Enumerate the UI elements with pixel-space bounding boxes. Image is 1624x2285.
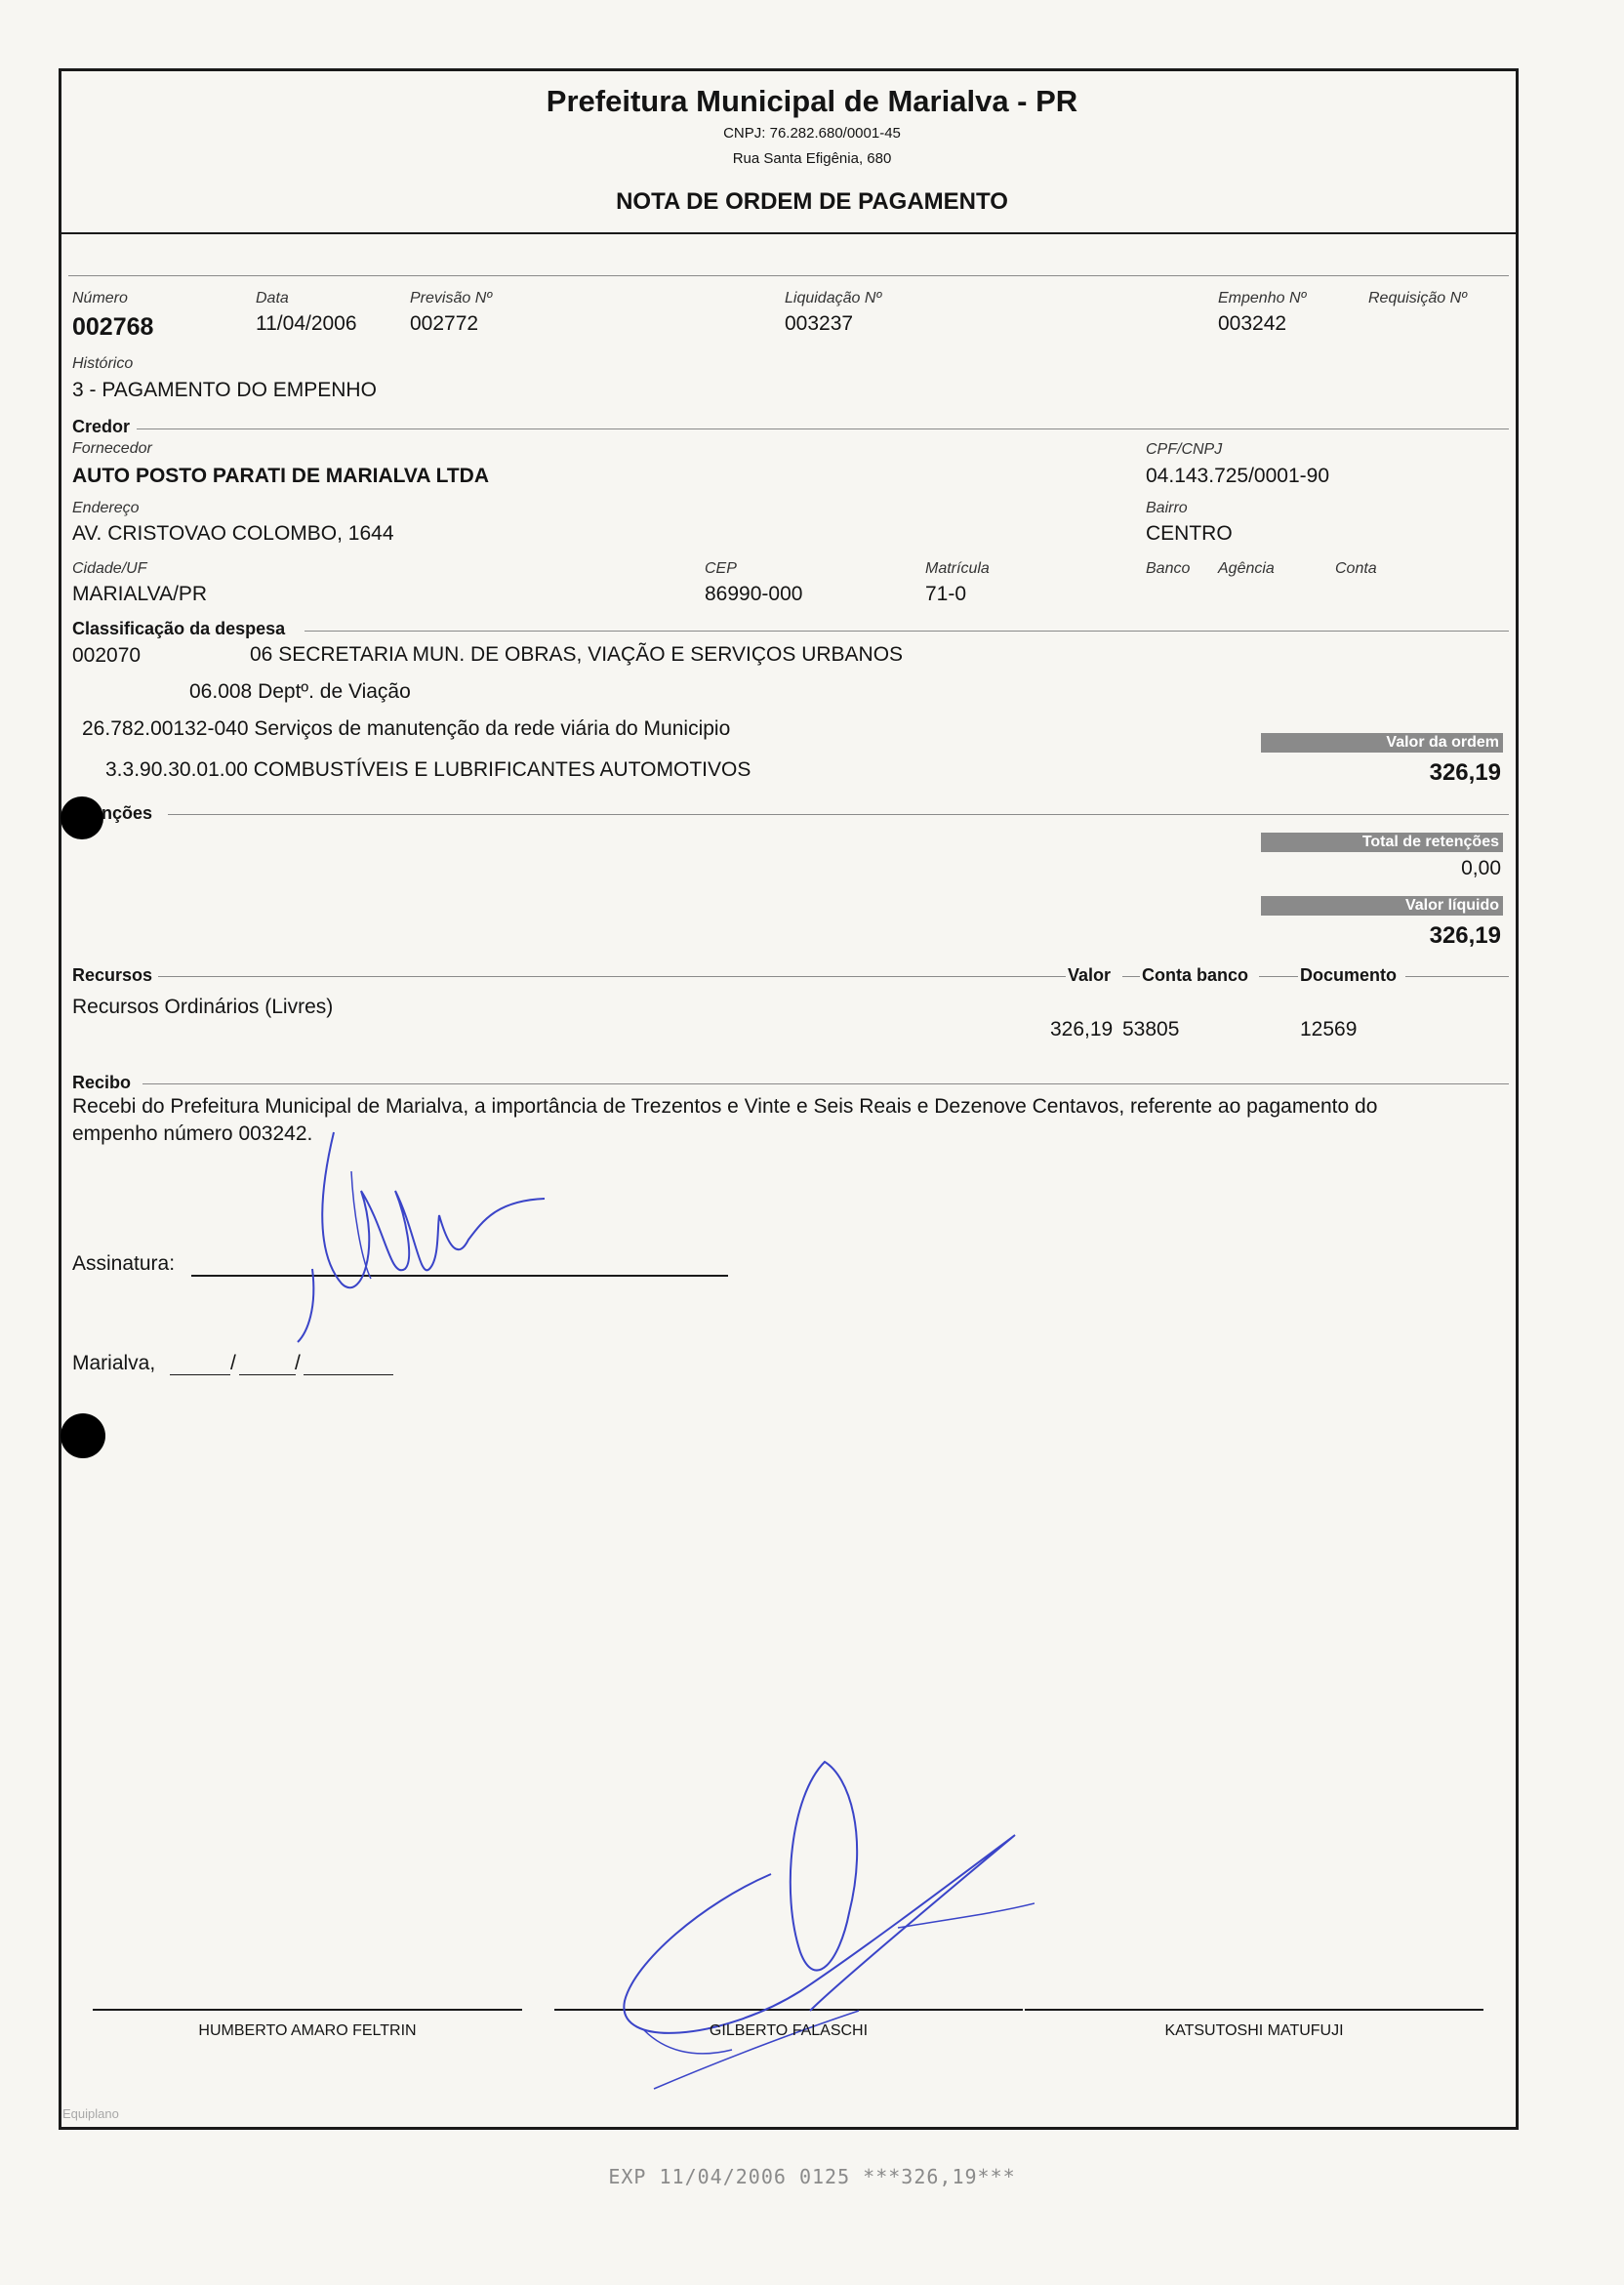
- recursos-documento: 12569: [1300, 1018, 1358, 1040]
- date-year-line: [304, 1374, 393, 1375]
- recursos-divider: [158, 976, 1066, 977]
- signature-line-1: [93, 2009, 522, 2011]
- matricula-label: Matrícula: [925, 560, 990, 577]
- local-data-label: Marialva,: [72, 1352, 156, 1374]
- credor-section-title: Credor: [72, 417, 131, 436]
- data-label: Data: [256, 290, 289, 306]
- recibo-text-line1: Recebi do Prefeitura Municipal de Marialva, a importância de Trezentos e Vinte e Seis Reais e Dezenove Centavos, referente ao pagamento do: [72, 1095, 1378, 1118]
- classificacao-departamento: 06.008 Deptº. de Viação: [189, 680, 411, 703]
- recursos-section-title: Recursos: [72, 965, 153, 985]
- valor-liquido-value: 326,19: [1429, 922, 1501, 949]
- bairro-label: Bairro: [1146, 500, 1188, 516]
- total-retencoes-label: Total de retenções: [1261, 833, 1503, 852]
- assinatura-label: Assinatura:: [72, 1252, 176, 1275]
- date-slash-2: /: [295, 1352, 301, 1374]
- recursos-divider-3: [1259, 976, 1298, 977]
- bairro-value: CENTRO: [1146, 522, 1233, 545]
- liquidacao-value: 003237: [785, 312, 854, 335]
- banco-label: Banco: [1146, 560, 1191, 577]
- recibo-section-title: Recibo: [72, 1073, 132, 1092]
- header-address: Rua Santa Efigênia, 680: [732, 150, 892, 167]
- historico-label: Histórico: [72, 355, 134, 372]
- signatory-name-1: HUMBERTO AMARO FELTRIN: [198, 2022, 417, 2039]
- classificacao-section-title: Classificação da despesa: [72, 619, 286, 638]
- signatory-name-3: KATSUTOSHI MATUFUJI: [1164, 2022, 1344, 2039]
- previsao-value: 002772: [410, 312, 479, 335]
- retencoes-divider: [168, 814, 1509, 815]
- recibo-divider: [142, 1083, 1509, 1084]
- retencoes-section-title: nções: [102, 803, 153, 823]
- classificacao-divider: [304, 631, 1509, 632]
- document-title: NOTA DE ORDEM DE PAGAMENTO: [616, 188, 1008, 215]
- recursos-documento-label: Documento: [1300, 965, 1397, 985]
- recursos-valor-label: Valor: [1068, 965, 1112, 985]
- header-divider: [59, 232, 1519, 234]
- signatory-name-2: GILBERTO FALASCHI: [709, 2022, 869, 2039]
- recursos-valor: 326,19: [1050, 1018, 1114, 1040]
- data-value: 11/04/2006: [256, 312, 357, 335]
- endereco-label: Endereço: [72, 500, 140, 516]
- date-day-line: [170, 1374, 230, 1375]
- empenho-value: 003242: [1218, 312, 1287, 335]
- date-slash-1: /: [230, 1352, 236, 1374]
- cep-value: 86990-000: [705, 583, 803, 605]
- signature-line-3: [1025, 2009, 1483, 2011]
- fornecedor-value: AUTO POSTO PARATI DE MARIALVA LTDA: [72, 465, 489, 487]
- cidade-label: Cidade/UF: [72, 560, 147, 577]
- cep-label: CEP: [705, 560, 737, 577]
- recibo-text-line2: empenho número 003242.: [72, 1122, 313, 1145]
- conta-label: Conta: [1335, 560, 1377, 577]
- recursos-descricao: Recursos Ordinários (Livres): [72, 996, 334, 1018]
- fornecedor-label: Fornecedor: [72, 440, 152, 457]
- classificacao-elemento: 3.3.90.30.01.00 COMBUSTÍVEIS E LUBRIFICANTES AUTOMOTIVOS: [105, 758, 751, 781]
- cpf-label: CPF/CNPJ: [1146, 441, 1223, 458]
- empenho-label: Empenho Nº: [1218, 290, 1307, 306]
- classificacao-secretaria: 06 SECRETARIA MUN. DE OBRAS, VIAÇÃO E SERVIÇOS URBANOS: [250, 643, 904, 666]
- total-retencoes-value: 0,00: [1461, 857, 1501, 879]
- previsao-label: Previsão Nº: [410, 290, 493, 306]
- numero-label: Número: [72, 290, 128, 306]
- punch-hole-mark-2: [61, 1413, 105, 1458]
- recursos-conta-label: Conta banco: [1142, 965, 1249, 985]
- credor-divider: [137, 428, 1509, 429]
- endereco-value: AV. CRISTOVAO COLOMBO, 1644: [72, 522, 394, 545]
- valor-ordem-value: 326,19: [1429, 759, 1501, 786]
- requisicao-label: Requisição Nº: [1368, 290, 1467, 306]
- info-divider: [68, 275, 1509, 276]
- treasurer-signature-icon: [605, 1757, 1035, 2108]
- bank-validation-stamp: EXP 11/04/2006 0125 ***326,19***: [608, 2165, 1016, 2188]
- classificacao-programa: 26.782.00132-040 Serviços de manutenção da rede viária do Municipio: [82, 717, 731, 740]
- header-cnpj: CNPJ: 76.282.680/0001-45: [723, 125, 901, 142]
- page-title: Prefeitura Municipal de Marialva - PR: [546, 84, 1078, 118]
- cpf-value: 04.143.725/0001-90: [1146, 465, 1330, 487]
- recursos-divider-2: [1122, 976, 1140, 977]
- agencia-label: Agência: [1218, 560, 1275, 577]
- recipient-signature-icon: [293, 1122, 566, 1347]
- punch-hole-mark: [61, 796, 103, 839]
- recursos-conta: 53805: [1122, 1018, 1180, 1040]
- liquidacao-label: Liquidação Nº: [785, 290, 882, 306]
- valor-liquido-label: Valor líquido: [1261, 896, 1503, 916]
- date-month-line: [239, 1374, 296, 1375]
- classificacao-code: 002070: [72, 644, 142, 667]
- numero-value: 002768: [72, 313, 154, 341]
- footer-brand: Equiplano: [62, 2106, 119, 2121]
- historico-value: 3 - PAGAMENTO DO EMPENHO: [72, 379, 377, 401]
- cidade-value: MARIALVA/PR: [72, 583, 208, 605]
- matricula-value: 71-0: [925, 583, 967, 605]
- valor-ordem-label: Valor da ordem: [1261, 733, 1503, 753]
- recursos-divider-4: [1405, 976, 1509, 977]
